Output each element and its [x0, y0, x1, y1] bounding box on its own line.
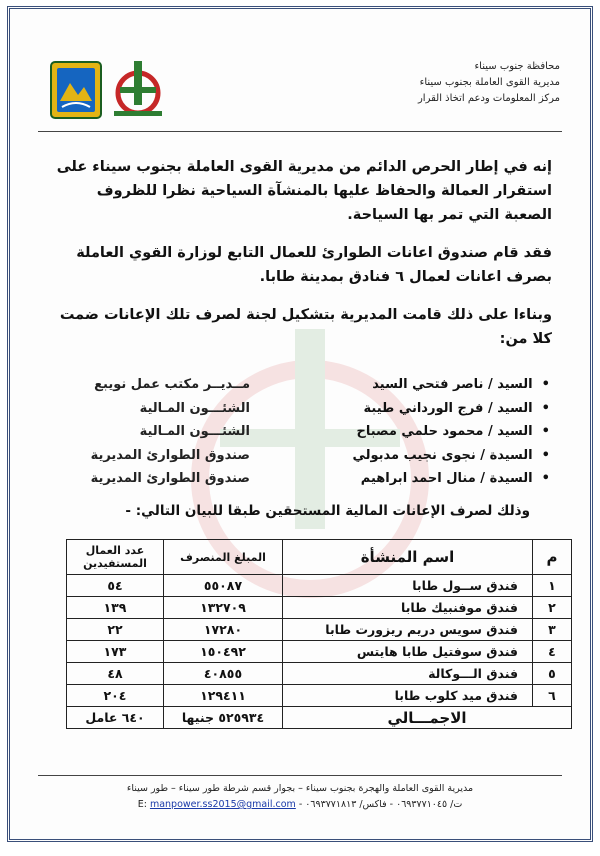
workers-cell: ٥٤	[67, 575, 164, 597]
member-name: • السيد / محمود حلمي مصباح	[280, 420, 550, 444]
hotel-name: فندق سويس دريم ريزورت طابا	[283, 619, 533, 641]
grants-table	[66, 539, 572, 729]
member-name: • السيد / ناصر فتحي السيد	[280, 373, 550, 397]
table-row	[67, 641, 572, 663]
document-page	[7, 6, 593, 842]
manpower-directorate-logo-icon	[106, 57, 170, 119]
column-header-establishment: اسم المنشأة	[283, 540, 533, 575]
table-header-row	[67, 540, 572, 575]
workers-cell: ٤٨	[67, 663, 164, 685]
directorate-name: مديرية القوى العاملة بجنوب سيناء	[419, 77, 560, 88]
list-item	[50, 420, 550, 444]
amount-cell: ٤٠٨٥٥	[164, 663, 283, 685]
list-item	[50, 373, 550, 397]
row-index: ٥	[533, 663, 572, 685]
member-name: • السيدة / منال احمد ابراهيم	[280, 467, 550, 491]
member-role: الشئـــون المـالية	[139, 400, 250, 416]
hotel-name: فندق ميد كلوب طابا	[283, 685, 533, 707]
table-total-row	[67, 707, 572, 729]
letterhead-text	[418, 59, 560, 107]
governorate-logo-icon	[50, 61, 102, 119]
member-role: صندوق الطوارئ المديرية	[90, 471, 250, 486]
paragraph-fund: فقد قام صندوق اعانات الطوارئ للعمال التابع لوزارة القوي العاملة بصرف اعانات لعمال ٦ فنادق بمدينة طابا.	[76, 245, 552, 285]
workers-cell: ١٧٣	[67, 641, 164, 663]
row-index: ٦	[533, 685, 572, 707]
member-name: • السيدة / نجوى نجيب مدبولي	[280, 444, 550, 468]
row-index: ٣	[533, 619, 572, 641]
footer-email-link[interactable]: manpower.ss2015@gmail.com	[149, 799, 296, 810]
column-header-amount: المبلغ المنصرف	[164, 540, 283, 575]
table-row	[67, 619, 572, 641]
table-row	[67, 597, 572, 619]
amount-cell: ٥٥٠٨٧	[164, 575, 283, 597]
hotel-name: فندق الـــوكالة	[283, 663, 533, 685]
member-role: صندوق الطوارئ المديرية	[90, 447, 250, 463]
amount-cell: ١٢٩٤١١	[164, 685, 283, 707]
paragraph-intro: إنه في إطار الحرص الدائم من مديرية القوى العاملة بجنوب سيناء على استقرار العمالة والحفاظ عليها بالمنشآة السياحية نظرا للظروف الصعبة التي تمر بها السياحة.	[56, 159, 552, 223]
total-amount: ٥٢٥٩٣٤ جنيها	[164, 707, 283, 729]
column-header-index: م	[533, 540, 572, 575]
row-index: ٢	[533, 597, 572, 619]
header-divider	[38, 131, 562, 132]
hotel-name: فندق موفنبيك طابا	[283, 597, 533, 619]
table-row	[67, 663, 572, 685]
column-header-workers: عدد العمال المستفيدين	[67, 540, 164, 575]
letterhead-footer	[38, 781, 562, 813]
member-role: مــديــر مكتب عمل نويبع	[94, 377, 250, 392]
row-index: ١	[533, 575, 572, 597]
amount-cell: ١٥٠٤٩٢	[164, 641, 283, 663]
letter-body	[48, 155, 552, 365]
center-name: مركز المعلومات ودعم اتخاذ القرار	[417, 93, 560, 104]
total-workers: ٦٤٠ عامل	[67, 707, 164, 729]
total-label: الاجمـــالي	[283, 707, 572, 729]
table-row	[67, 685, 572, 707]
paragraph-committee: وبناءا على ذلك قامت المديرية بتشكيل لجنة لصرف تلك الإعانات ضمت كلا من:	[59, 307, 552, 347]
member-name: • السيد / فرج الورداني طيبة	[280, 397, 550, 421]
footer-phone-fax: ت/ ٠٦٩٣٧٧١٠٤٥ - فاكس/ ٠٦٩٣٧٧١٨١٣ - E:	[137, 799, 463, 810]
workers-cell: ١٣٩	[67, 597, 164, 619]
amount-cell: ١٧٢٨٠	[164, 619, 283, 641]
letterhead	[10, 9, 590, 127]
footer-contacts	[38, 797, 562, 813]
hotel-name: فندق سوفتيل طابا هايتس	[283, 641, 533, 663]
committee-members-list	[50, 373, 550, 491]
workers-cell: ٢٠٤	[67, 685, 164, 707]
hotel-name: فندق ســول طابا	[283, 575, 533, 597]
footer-address: مديرية القوى العاملة والهجرة بجنوب سيناء – بجوار قسم شرطة طور سيناء – طور سيناء	[126, 783, 474, 794]
table-intro: وذلك لصرف الإعانات المالية المستحقين طبقا للبيان التالي: -	[125, 503, 530, 519]
list-item	[50, 444, 550, 468]
row-index: ٤	[533, 641, 572, 663]
member-role: الشئـــون المـالية	[139, 424, 250, 439]
list-item	[50, 397, 550, 421]
list-item	[50, 467, 550, 491]
table-row	[67, 575, 572, 597]
governorate-name: محافظة جنوب سيناء	[474, 61, 560, 72]
workers-cell: ٢٢	[67, 619, 164, 641]
amount-cell: ١٣٢٧٠٩	[164, 597, 283, 619]
footer-divider	[38, 775, 562, 776]
